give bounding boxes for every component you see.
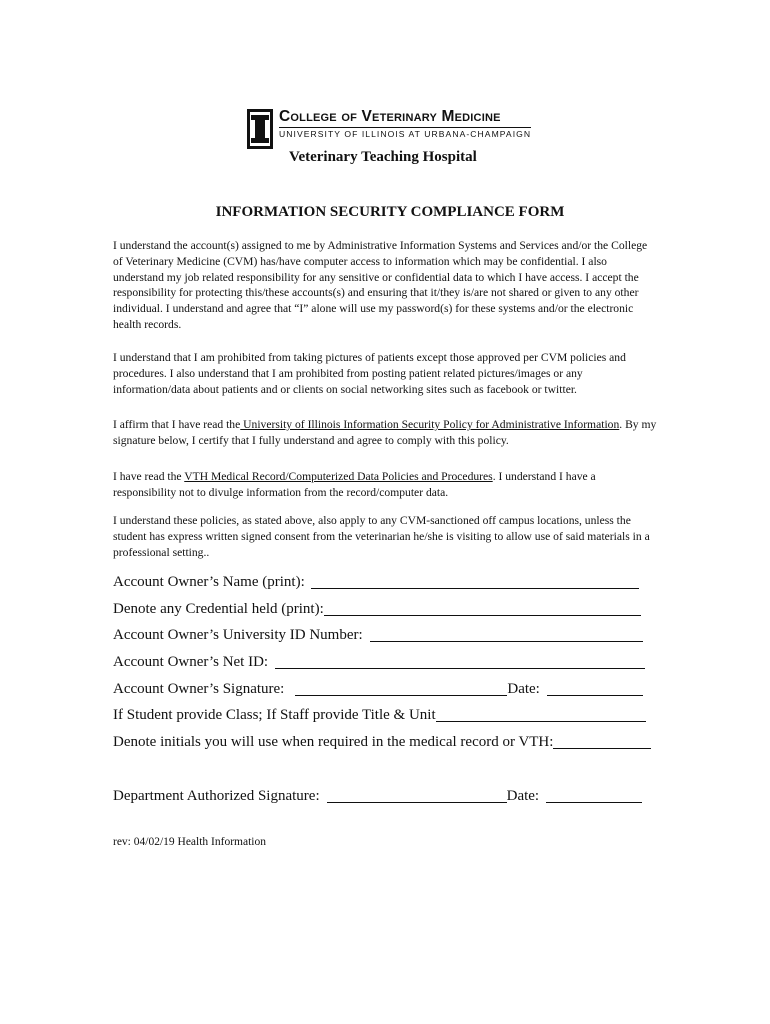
class-title-label: If Student provide Class; If Staff provide Title & Unit: [113, 707, 436, 723]
paragraph-photo-policy: I understand that I am prohibited from taking pictures of patients except those approved per CVM policies and procedures. I also understand that I am prohibited from posting patient related pictures/images or any information/data about patients and or clients on social networking sites such as facebook or twitter.: [113, 351, 626, 396]
p4-text-before: I have read the: [113, 470, 185, 483]
p3-text-after: . By my signature below, I certify that I fully understand and agree to comply with this policy.: [113, 418, 657, 447]
university-id-label: Account Owner’s University ID Number:: [113, 627, 363, 643]
illinois-block-i-icon: [247, 109, 273, 149]
university-id-field[interactable]: [370, 627, 643, 642]
owner-name-field[interactable]: [311, 574, 639, 589]
university-id-row: [113, 626, 643, 644]
credential-row: [113, 600, 641, 618]
initials-field[interactable]: [553, 734, 651, 749]
owner-name-row: [113, 573, 639, 591]
dept-signature-label: Department Authorized Signature:: [113, 788, 320, 804]
owner-name-label: Account Owner’s Name (print):: [113, 574, 305, 590]
dept-signature-row: [113, 787, 642, 805]
signature-date-field[interactable]: [547, 681, 643, 696]
form-title: INFORMATION SECURITY COMPLIANCE FORM: [215, 204, 565, 220]
dept-date-label: Date:: [506, 788, 540, 804]
class-title-row: [113, 706, 646, 724]
class-title-field[interactable]: [436, 707, 646, 722]
revision-note: rev: 04/02/19 Health Information: [113, 836, 266, 848]
dept-signature-field[interactable]: [327, 788, 507, 803]
hospital-name: Veterinary Teaching Hospital: [289, 149, 477, 165]
signature-label: Account Owner’s Signature:: [113, 681, 285, 697]
net-id-row: [113, 653, 645, 671]
dept-date-field[interactable]: [546, 788, 642, 803]
paragraph-medical-record-policy: [113, 469, 658, 501]
medical-record-policy-link[interactable]: VTH Medical Record/Computerized Data Policies and Procedures: [184, 470, 493, 483]
college-logo: [247, 108, 531, 149]
signature-field[interactable]: [295, 681, 507, 696]
signature-date-label: Date:: [507, 681, 540, 697]
net-id-label: Account Owner’s Net ID:: [113, 654, 269, 670]
initials-row: [113, 733, 651, 751]
p4-text-after: . I understand I have a responsibility not to divulge information from the record/computer data.: [113, 470, 596, 499]
net-id-field[interactable]: [275, 654, 645, 669]
credential-label: Denote any Credential held (print):: [113, 601, 324, 617]
paragraph-security-policy: [113, 417, 658, 449]
logo-text: [279, 108, 531, 140]
signature-row: [113, 680, 643, 698]
credential-field[interactable]: [324, 601, 641, 616]
paragraph-off-campus: I understand these policies, as stated above, also apply to any CVM-sanctioned off campus locations, unless the student has express written signed consent from the veterinarian he/she is visiting to allow use of said materials in a professional setting..: [113, 514, 650, 559]
initials-label: Denote initials you will use when required in the medical record or VTH:: [113, 734, 554, 750]
p3-text-before: I affirm that I have read the: [113, 418, 241, 431]
university-name: UNIVERSITY OF ILLINOIS AT URBANA-CHAMPAIGN: [279, 129, 532, 139]
college-name: College of Veterinary Medicine: [279, 108, 531, 128]
security-policy-link[interactable]: University of Illinois Information Security Policy for Administrative Information: [240, 418, 620, 431]
paragraph-account-responsibility: I understand the account(s) assigned to me by Administrative Information Systems and Services and/or the College of Veterinary Medicine (CVM) has/have computer access to information which may be confidential. I also understand my job related responsibility for any sensitive or confidential data to which I have access. I accept the responsibility for protecting this/these accounts(s) and ensuring that it/they is/are not shared or given to any other individual. I understand and agree that “I” alone will use my password(s) for these systems and/or the electronic health records.: [113, 239, 648, 331]
